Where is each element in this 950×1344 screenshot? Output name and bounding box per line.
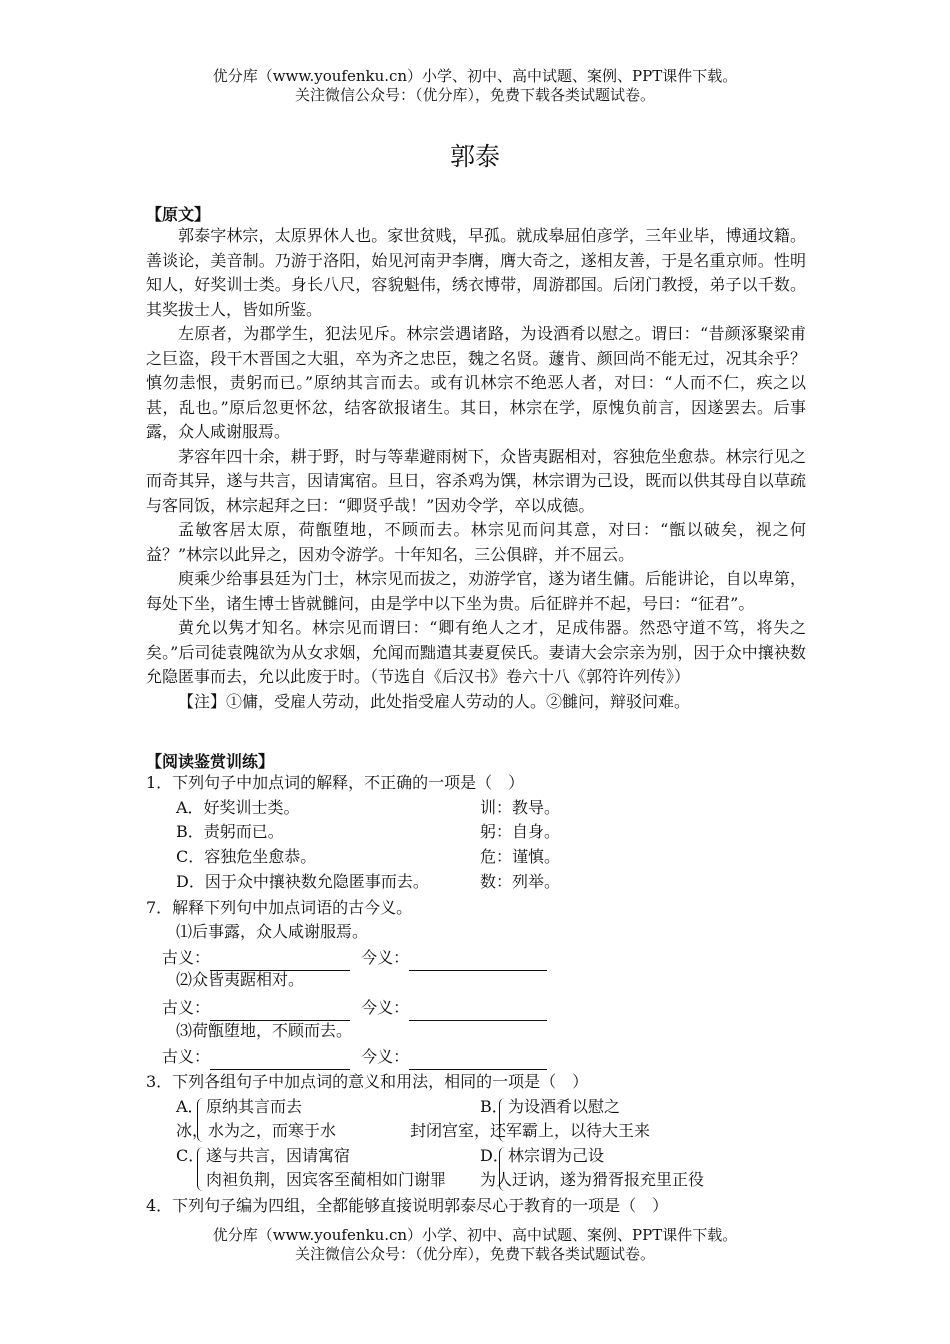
q3-a-sentence-2: 冰，水为之，而寒于水 (176, 1121, 337, 1140)
ancient-label: 古义： (162, 998, 211, 1017)
q7-answer-row-2 (162, 996, 547, 1021)
q3-label-d: D． (480, 1146, 509, 1165)
q1-option-b: B．责躬而已。 (176, 822, 284, 841)
modern-label: 今义： (361, 1047, 410, 1066)
q1-stem: 1．下列句子中加点词的解释，不正确的一项是（ ） (146, 773, 525, 792)
q1-gloss-d: 数：列举。 (480, 872, 561, 891)
paragraph-4: 孟敏客居太原，荷甑堕地，不顾而去。林宗见而问其意，对曰：“甑以破矣，视之何益？”林宗以此异之，因劝令游学。十年知名，三公俱辟，并不屈云。 (146, 520, 806, 564)
q1-option-d: D．因于众中攘袂数允隐匿事而去。 (176, 872, 429, 891)
q3-a-sentence-1: 原纳其言而去 (206, 1097, 303, 1116)
ancient-blank[interactable] (210, 1052, 350, 1070)
paragraph-5: 庾乘少给事县廷为门士，林宗见而拔之，劝游学官，遂为诸生傭。后能讲论，自以卑第，每处下坐，诸生博士皆就雠问，由是学中以下坐为贵。后征辟并不起，号曰：“征君”。 (146, 569, 806, 613)
q1-option-c: C．容独危坐愈恭。 (176, 847, 317, 866)
q1-gloss-c: 危：谨慎。 (480, 847, 561, 866)
q3-d-sentence-2: 为人迂讷，遂为猾胥报充里正役 (480, 1170, 705, 1189)
original-heading: 【原文】 (146, 205, 211, 224)
modern-blank[interactable] (409, 1003, 547, 1021)
q3-stem: 3．下列各组句子中加点词的意义和用法，相同的一项是（ ） (146, 1072, 589, 1091)
header-line-1: 优分库（www.youfenku.cn）小学、初中、高中试题、案例、PPT课件下载。 (212, 67, 738, 85)
q1-gloss-b: 躬：自身。 (480, 822, 561, 841)
ancient-label: 古义： (162, 1047, 211, 1066)
paragraph-2: 左原者，为郡学生，犯法见斥。林宗尝遇诸路，为设酒肴以慰之。谓曰：“昔颜涿聚梁甫之巨盗，段干木晋国之大驵，卒为齐之忠臣，魏之名贤。蘧肯、颜回尚不能无过，况其余乎？慎勿恚恨，责躬而已。”原纳其言而去。或有讥林宗不绝恶人者，对曰：“人而不仁，疾之以甚，乱也。”原后忽更怀忿，结客欲报诸生。其日，林宗在学，原愧负前言，因遂罢去。后事露，众人咸谢服焉。 (146, 324, 806, 441)
original-text (146, 224, 806, 714)
modern-blank[interactable] (409, 953, 547, 971)
page-title: 郭泰 (449, 142, 500, 171)
footer-line-1: 优分库（www.youfenku.cn）小学、初中、高中试题、案例、PPT课件下载。 (212, 1226, 738, 1244)
q7-stem: 7．解释下列句中加点词语的古今义。 (146, 898, 413, 917)
header-line-2: 关注微信公众号：（优分库），免费下载各类试题试卷。 (294, 86, 655, 104)
ancient-label: 古义： (162, 948, 211, 967)
q7-answer-row-3 (162, 1045, 547, 1070)
q3-b-sentence-2: 封闭宫室，还军霸上，以待大王来 (410, 1121, 651, 1140)
q3-c-sentence-1: 遂与共言，因请寓宿 (206, 1146, 351, 1165)
q1-gloss-a: 训：教导。 (480, 798, 561, 817)
q1-option-a: A．好奖训士类。 (176, 798, 300, 817)
q3-label-b: B． (480, 1097, 508, 1116)
q3-label-c: C． (176, 1146, 205, 1165)
q3-label-a: A． (176, 1097, 204, 1116)
note: 【注】①傭，受雇人劳动，此处指受雇人劳动的人。②雠问，辩驳问难。 (178, 691, 691, 711)
modern-label: 今义： (361, 998, 410, 1017)
footer-line-2: 关注微信公众号：（优分库），免费下载各类试题试卷。 (294, 1245, 655, 1263)
q3-d-sentence-1: 林宗谓为己设 (508, 1146, 605, 1165)
paragraph-3: 茅容年四十余，耕于野，时与等辈避雨树下，众皆夷踞相对，容独危坐愈恭。林宗行见之而奇其异，遂与共言，因请寓宿。旦日，容杀鸡为馔，林宗谓为己设，既而以供其母自以草疏与客同饭，林宗起拜之曰：“卿贤乎哉！”因劝令学，卒以成德。 (146, 446, 806, 515)
q7-item-3: ⑶荷甑堕地，不顾而去。 (176, 1021, 353, 1040)
modern-label: 今义： (361, 948, 410, 967)
q3-c-sentence-2: 肉袒负荆，因宾客至蔺相如门谢罪 (206, 1170, 447, 1189)
paragraph-6: 黄允以隽才知名。林宗见而谓曰：“卿有绝人之才，足成伟器。然恐守道不笃，将失之矣。”后司徒袁隗欲为从女求姻，允闻而黜遣其妻夏侯氏。妻请大会宗亲为别，因于众中攘袂数允隐匿事而去，允以此废于时。（节选自《后汉书》卷六十八《郭符许列传》） (146, 618, 806, 686)
q7-item-1: ⑴后事露，众人咸谢服焉。 (176, 922, 369, 941)
paragraph-1: 郭泰字林宗，太原界休人也。家世贫贱，早孤。就成皋屈伯彦学，三年业毕，博通坟籍。善谈论，美音制。乃游于洛阳，始见河南尹李膺，膺大奇之，遂相友善，于是名重京师。性明知人，好奖训士类。身长八尺，容貌魁伟，绣衣博带，周游郡国。后闭门教授，弟子以千数。其奖拔士人，皆如所鉴。 (146, 226, 806, 319)
q4-stem: 4．下列句子编为四组，全都能够直接说明郭泰尽心于教育的一项是（ ） (146, 1196, 669, 1215)
q7-answer-row-1 (162, 946, 547, 971)
modern-blank[interactable] (409, 1052, 547, 1070)
ancient-blank[interactable] (210, 1003, 350, 1021)
q3-b-sentence-1: 为设酒肴以慰之 (508, 1097, 621, 1116)
exercises-heading: 【阅读鉴赏训练】 (146, 752, 275, 771)
brace-c (197, 1147, 204, 1191)
q7-item-2: ⑵众皆夷踞相对。 (176, 970, 305, 989)
